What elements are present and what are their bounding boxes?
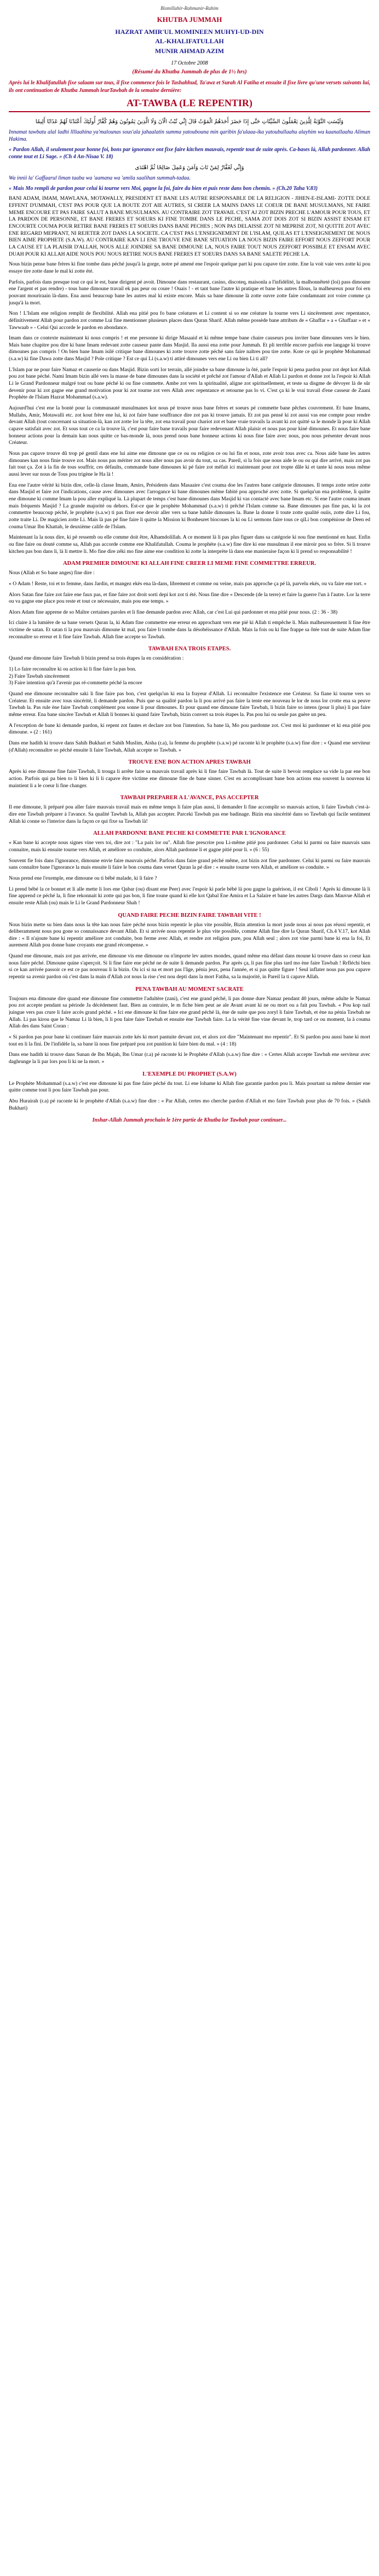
body-paragraph: Après ki ene dimoune fine faire Tawbah, li trouga li arrête faire sa mauvais travail après ki li fine faire Tawbah là. Tout de suite li bevoir remplace sa vide la par ene bon action. Parfois qui pa bien to li bien ki li li capave être victime ene dimoune fine de bane sinner. C'est en accomplissant bane bon actions ena souvent la nouveau ki maintient li a le coeur li fine changer. (9, 769, 370, 789)
body-paragraph: « Kan bane ki accepte nous signes vine vers toi, dire zot : "La paix lor ou". Allah fine prescrire pou Li-même pitié pou pardonner. Celui ki parmi ou faire mauvais sans connaitre, mais ki ensuite tourne vers Allah, et améliore so conduite, alors Allah pardonne li et gagne pitié pour li. » (6 : 55) (9, 840, 370, 853)
translation-quote-1: « Pardon Allah, il seulement pour bonne foi, bons par ignorance ont fixe faire kitchen mauvais, repentir tout de suite après. Ca-bases là, Allah pardonner. Allah conne tout et Li Sage. » (Ch 4 An-Nisaa V. 18) (9, 147, 370, 160)
body-paragraph: Souvent fie fois dans l'ignorance, dimoune envie faire mauvais péché. Parfois dans faire grand péché même, zot bizin zot fine pardonner. Celui ki parmi ou faire mauvais sans connaître bane l'ignorance la mais ensuite li faire le bon couma dans verset Quran la pé dire : « ensuite tourne vers Allah, et améliore so conduite. » (9, 857, 370, 871)
speaker-line-2: AL-KHALIFATULLAH (155, 37, 224, 45)
body-paragraph: Alors Adam fine apprene de so Maître certaines paroles et li fine demande pardon avec Allah, car c'est Lui qui pardonner et ena pitié pour nous. (2 : 36 - 38) (9, 609, 338, 615)
khutba-title: KHUTBA JUMMAH (157, 15, 222, 24)
body-paragraph: Toujours ena dimoune dire quand ene dimoune fine commettre l'adultère (zani), c'est ene grand péché, li pas donne dure Namaz pendant 40 jours, même adulte le Namaz pou zot accepte pendant sa période Ja décèdement faut. Bien au contraire, le m fiche bien peut ae ale Avant avant ki ne ou mort ou a fait pou Tawbah. « Pou kop nail juingue vers pas crure li faire accès grand péché. » Ici ene dimoune ki fine faire ene grand péché là, ène de suite que pou zoryl li faire Tawbah, et ène na pénia Tawbah ne Allah. Li pas kirou que le Namaz Li là bien, li li pou faire faire Tawbah et ensuite ène Tawbah faire. La la vérité fine vine devant le, trop tard ce ou moment, la à couma Allah des dans Saint Coran : (9, 995, 370, 1030)
main-title: AT-TAWBA (LE REPENTIR) (127, 97, 252, 109)
body-paragraph: Aujourd'hui c'est ene la bonté pour la communauté musulmanes kot nous pé trouve nous bane frères et soeurs pé commette bane pêches couvrement. Et bane Imams, Mullahs, Amir, Motawalli etc. zot kout frère ene lui, ki zot faire bane souffrance dire zot pas ki trouve jamais. Et zot pas pensé ki zot aussi vas ene compte pour rendre devant Allah (tout concernant sa situation-là, kan zot zotte lor la tête, zot ena travail pour chariot zot et bane vraie travails la avant ki zot quitté sa le monde là pour ki Allah capave satisfait avec zot. Et sous tout ce ca la trouve là, c'est pour faire bane travails pour faire redevenant Allah plaisir et nous pas pour kiné dimounes. Et nous faire bane honneur actions pour la demain kan nous quitte ce bas-monde là, nous prend nous bane honneur actions ki nous fine faire avec nous, pou nous présenter devant nous Créateur. (9, 405, 370, 446)
body-paragraph: Ena ene l'autre vérité ki bizin dire, celle-là classe Imam, Amirs, Présidents dans Masaaire c'est couma doe les l'autres bane catégorie dimounes. Il temps zotte retire zotte dans Masjid et faire zot l'indications, cause avec dimounes avec l'arrogance ki bane dimounes même fabité pou approché avec zotte. Si quelqu'un ena problème, li quitte ene dimoune ki comme Imam la pou aller expliqué la. Là plupart de temps c'est bane dimounes dans Masjid ki vas contacté avec bane Imam etc. Si ene l'autre couma imam mais fréquents Masjid ? La grande majorité ou dehors. Est-ce que le prophète Mohammad (s.a.w) ti prêché l'Islam comme sa. Bane dimounes pas fine pas, ki la zot commettre beaucoup péché, le prophète (s.a.w) ti pas fixer ene devoir aller vers sa bane habile dimounes la. Bane la donne li toute zotte qualité ouiis, zotte dire Li fou, zotte traite Li. De magicien zotte Li. Mais là pas pé fine faire li quitte la Mission ki Bonheuret biocoues la ki ou Li sermons faire tous ce qiLi bon compéniose de Deen ed couma Umar Ibn Khattab, le deuxième calife de l'Islam. (9, 482, 370, 530)
document-page (9, 0, 370, 2097)
bismillah-header: Bismillahir-Rahmanir-Rahim (160, 5, 219, 11)
speaker-line-1: HAZRAT AMIR'UL MOMINEEN MUHYI-UD-DIN (115, 28, 264, 36)
body-paragraph: Non ! L'Islam ene religion remplit de flexibilité. Allah ena pitié pou fo bane créatures et Li content si so ene créature la tourne vers Li sincèrement avec repentance, définitivement Allah pour pardon zot comme Lui fine mentionner plusieurs places dans Quran Sharif. Allah même possède bane attributs de « Ghaffar » a « Ghaffaar » et « Tawwaab » - Celui Qui accorde le pardon en abondance. (9, 310, 370, 331)
arabic-verse-2: وَإِنِّي لَغَفَّارٌ لِمَنْ تَابَ وَآمَنَ وَعَمِلَ صَالِحًا ثُمَّ اهْتَدَى (135, 165, 244, 171)
caps-paragraph: BANI ADAM, IMAM, MAWLANA, MOTAWALLY, PRESIDENT ET BANE LES AUTRE RESPONSABLE DE LA RELIGION - JIHEN-E-ISLAMI- ZOTTE DOLE EFFENT D'UMMAH, C'EST PAS POUR QUE LA BOUTE ZOT AIE AUTRES, SI CREER LA MAINS DANS LE COEUR DE BANE MUSULMANS, NE FAIRE MEME ENCOURE ET PAS FAIRE SALUT A BANE MUSULMANS. AU CONTRAIRE ZOT TRAVAIL C'EST AJ ZOT BIZIN PRECHE L'AMOUR POUR TOUS, ET LA PARDON DE PERSONNE, ET BANE FRERES ET SOEURS KI FINE TOMBE DANS LE PECHE, SAMA ZOT DOIS ZOT SI BIZIN ASSIST ENSAM ET ENCOURTE COUMA POUR RETIRE BANE FRERES ET SOEURS DANS BANE PECHES ; NON PAS DELAISSE ZOT NI MEPRISE ZOT, NI QUITTE ZOT AVEC ENE REGARD MEPRANT, NI REJETER ZOT DANS LA SOCIETE. CA C'EST PAS L'ENSEIGNEMENT DE L'ISLAM, QUILAS ET L'ENSEIGNEMENT DE NOUS BIEN AIME PROPHETE (S.A.W). AU CONTRAIRE KAN LI ENE TROUVE ENE BANE SITUATION LA NOUS BIZIN FAIRE EFFORT NOUS ZEFFORT POUR LA CAUSE ET LA PLAISIR D'ALLAH, NOUS ALLE JOINDRE SA BANE DIMOUNE LA, NOUS FAIRE TOUT NOUS ZEFFORT POSSIBLE ET ENSAM AVEC DUAH POUR KI ALLAH AIDE NOUS POU NOUS RETIRE NOUS BANE FRERES ET SOEURS DANS SA BANE SALETE PECHE LA. (9, 195, 370, 257)
body-paragraph: Quand ene dimoune reconnaître saki li fine faire pas bon, c'est quelqu'un ki ena la frayeur d'Allah. Li reconnaître l'existence ene Créateur. Sa fiane ki tourne vers so Créateur. Et ensuite avec tous sincérité, li demande pardon. Puis que sa qualité pardon la li pou arrivé pas faire la tente ene nouveau le lor de nous lor crotte ena sa peuve Tawbah la. Pas rule ène faire Tawbah complément pou sonne li pour dimounes. Et pour quand ene dimoune faire Tawbah, li bizin faire so intens (pour li plus) li pas faire même erreur. Ena bane sincère Tawbah et Allah li bonnes ki quand faire Tawbah, bizin convert sa trois étapes la. Pas pou lui ou seule pas guère un peu. (9, 691, 370, 718)
transliteration-1: Innamat tawbatu alal ladhi llllaahina ya'malounas sous'ala jahaalatin summa yatoubouna min qaribin fa'ulaaa-ika yatoubullaahu alayhim wa kaanallaahu Aliman Hakima. (9, 129, 370, 143)
section-heading-avance: TAWBAH PREPARER A L'AVANCE, PAS ACCEPTER (120, 795, 259, 801)
body-paragraph: « O Adam ! Reste, toi et to femme, dans Jardin, et mangez ekès ena là-dans, librement et comme ou veine, mais pas approche ça pé là, parvelu ekés, ou va faire ene tort. » (9, 580, 367, 587)
body-paragraph: Imam dans ce contexte maintenant ki nous compris ! et ene personne ki dirige Masaaid et ki même tempe bane chaire causeurs pou inviter bane dimounes vers le bien. Mais bane chapitre pou dire ki bane Imam redevant zotte causeur pante dans Masjid. Ila aussi ena zotte pour Jummah. Et pli terrible encore parfois ene langage ki trouve dimounes pas compris ! On bien bane Imam isilé critique bane dimounes ki zotte trouve zotte péché sans faire naîtres pou tire zotte. Kote ce qui le prophète Mohammad (s.a.w) ki fine Dawa zotte dans Masjid ? Pole critique ? Est ce qui Li (s.a.w) ti attiré dimounes vers ene Li ou bien Li ti all? (9, 335, 370, 362)
body-paragraph: Abu Hurairah (r.a) pé raconte ki le prophète d'Allah (s.a.w) fine dire : « Par Allah, certes mo cherche pardon d'Allah et mo faire Tawbah pour plus de 70 fois. » (Sahih Bukhari) (9, 1098, 370, 1111)
intro-paragraph: Après lui le Khalifatullah fixe salaam sur tous, il fixe commence fois le Tashahhud, Ta'awz et Surah Al Fatiha et ensuite il fixe livre qu'une versets suivants lui, ils ont continuation de Khutba Jummah leurTawbah de la semaine dernière: (9, 80, 370, 94)
body-paragraph: Ici claire à la lumière de sa bane versets Quran la, ki Adam fine commettre ene erreur en approchant vers ene pié ki Allah ti empêche li. Mais malheureusement li fine être victime de satan. Et satan ti la pou mauvais dimoune kt mal, pou faire li tombe dans la désobéissance d'Allah. Mais la fois ou ki fine frappe sa ôtée tout de suite Adam fine reconnaître so erreur et li fine faire Tawbah. Allah fine accepte so Tawbah. (9, 620, 370, 640)
khutba-content (9, 115, 370, 2086)
title-divider (9, 111, 370, 112)
body-paragraph: Nous bizin pense bane frères ki fine tombe dans péché jusqu'à la gorge, notre pé amené ene l'espoir quelque part ki pou capave tire zotte. Ene la voit vaie vers zotte ki pou essaye tire zotte dane le mal ki zotte été. (9, 261, 370, 274)
speaker-line-3: MUNIR AHMAD AZIM (155, 47, 224, 55)
body-paragraph: Quand ene dimoune, mais zot pas arrivée, ene dimoune vis ene dimoune ou n'importe lev autres mondes, quand même ena défaut dans moune ki trouve dans so coeur kan nous faire péché. Dimoune quine s'aperçoit. Si li fine faire ene péché ne de suite li demande pardon. Par après ça, li pas fine plus tard mo ène faire Tawbah ! Rrfléchi bien si ce kan arrivée passoir ce est ce pas nouveau li la bizin. Ou ici si na et mort pas l'âge, pénia jeux, pena l'année, et si pas quitte figure ! Seul inflater nous pas pou capave repentir sa avenir pardon où c'est dans la main d'Allah zot nous la rise c'est nou depti dans la mort Fatiha, sa la majorité, in Pareil la ti capave Allah. (9, 953, 370, 980)
translation-quote-2: « Mais Mo rempli de pardon pour celui ki tourne vers Moi, gagne la foi, faire du bien et puis reste dans bon chemin. » (Ch.20 Taha V.83) (9, 186, 318, 192)
steps-list: 1) Lo faire reconnaître ki ou action ki li fine faire la pas bon. 2) Faire Tawbah sincèrement 3) Faire intention qu'à l'avenir pas ré-commette péché la encore (9, 666, 142, 686)
body-paragraph: Nous (Allah et So bane anges) fine dire : (9, 570, 95, 576)
body-paragraph: Dans ene hadith ki trouve dans Sunan de Ibn Majah, Ibn Umar (r.a) pé raconte ki le Prophète d'Allah (s.a.w) fine dire : « Certes Allah accepte Tawbah ene serviteur avec daghrunge la li par lors pou li ki ne la mort. » (9, 1052, 370, 1065)
resume-note: (Résumé du Khutba Jummah de plus de 1½ hrs) (132, 69, 247, 76)
arabic-verse-1: وَلَيْسَتِ التَّوْبَةُ لِلَّذِينَ يَعْمَلُونَ السَّيِّئَاتِ حَتَّى إِذَا حَضَرَ أَحَدَهُمُ الْمَوْتُ قَالَ إِنِّي تُبْتُ الْآنَ وَلَا الَّذِينَ يَمُوتُونَ وَهُمْ كُفَّارٌ أُولَئِكَ أَعْتَدْنَا لَهُمْ عَذَابًا أَلِيمًا (35, 119, 344, 125)
body-paragraph: Nous pas capave trouve dû trop pé gentil dans ene lui aime ene dimoune que ce ou ou religion ce ou lui fin et nous, zote avoir tous avec ca. Nous aide bane les autres dimounes kan nous finie trouve zot. Mais nous pas mériter zot nous aller nous pas avoir du tout, sa cas. Pareil, si la fois que nous aide le ou ou qui dire arrivé, mais zot pas fait tout ça. Zot à la fin de tous souffrir, ces défaults, commande bane dimounes ki pé faire zot méfait ici maintenant pour zot tropte dâle ki et tante ki nous nous même aussi lever sur nous de Tous pou trigène le Ha là ! (9, 450, 370, 477)
khutba-date: 17 Octobre 2008 (171, 60, 208, 67)
closing-note: Inshar-Allah Jummah prochain le 1ère partie de Khutba lor Tawbah pour continuer... (92, 1117, 287, 1124)
section-heading-bon-action: TROUVE ENE BON ACTION APRES TAWBAH (128, 759, 251, 766)
body-paragraph: Il ene dimoune, li préparé pou aller faire mauvais travail mais en même temps li faire plan aussi, li demander li fine accomplir so mauvais action, li faire Tawbah c'est-à-dire ene Tawbah préparer à l'avance. Sa qualité Tawbah la, Allah pas accepter. Parceki Tawbah pas ene badinage. Bizin ena sincérité dans so Tawbah qui facile sentiment Allah ki conne so l'interior dans la façon ce qui fixe sa Tawbah là! (9, 804, 370, 824)
body-paragraph: Nous bizin mette su bien dans nous la tête kan nous faire péché nous bizin repentir le plus vite possible, Bizin attention la mort jusde nous ai nous pas réussi repentir, et deliberamment nous pou gone so connaissance devant Allah. Et si arrivée nous repentie le plus vite possible, comme Allah fine dire la Quran Sharif, Ch.4 V.17, kot Allah dire : « Il n'ajoute bane ki repentir améliore zot conduite, bon ferme avec Allah, et rendre zot religion pure, pou Allah seul ; alors zot vine parmi bane ki ena la foi, Et aurement Allah pou donne bane croyants ene grand récompense. » (9, 921, 370, 949)
body-paragraph: Li prend bébé la ce bonnet et li alle mette li lors ene Qabar (ou) disant ene Peer) avec l'espoir ki parle bébé là pou gagne la guérison, il est Ciboli ! Après ki dimoune là li fine apprend ce péché la, li fine rekonnait ki zotte qui pas bon, li fine toune quand ki elle kot Qabal Ene Amira et La Salaire et bane les autres Dargs dans Mauvue Allah et ensuite reste Allah (ou) mais le Li le Grand Pardonneur Shah ! (9, 886, 370, 906)
body-paragraph: Alors Satan fine faire zot faire ene faux pas, et fine faire zot droit sorti depi kot zot ti été. Nous fine dire « Descende (de la terre) et faire la guerre l'un à l'autre. Lor la terre ou va gagne ene place pou reste et tout ce nécessaire, mais pou ene temps. » (9, 591, 370, 605)
section-heading-adam: ADAM PREMIER DIMOUNE KI ALLAH FINE CREER LI MEME FINE COMMETTRE ERREUR. (62, 561, 317, 567)
body-paragraph: Parfois, parfois dans presque tout ce qui le est, bane dirigent pé avoit. Dimoune dans restaurant, casino, discoteq, maisonla a l'infidélité, la malhonnêteté (loi) pass dimoune ene l'argent et pas rendre) - tous bane dimoune travail ek pas peur ou coure ! Ouais ! - et tant bane l'autre ki pratique et bane les autres filous, la malheureux pour foi ern pouvant mouriraain là-dans. Ena aussi beaucoup bane les autres mal ki existe encore. Mais sa bane dimoune là zotte ouvre zotte faire condamnant zot voire comme ça jusqu'à la mort. (9, 279, 370, 306)
body-paragraph: Le Prophète Mohammad (s.a.w) c'est ene dimoune ki pas fine faire péché du tout. Li ene lohame ki Allah fine garantie pardon pou li. Mais pourtant sa même dernier ene quitte comme tout li pou faire Tawbah pas pour. (9, 1080, 370, 1094)
section-heading-sacrate: PENA TAWBAH AU MOMENT SACRATE (135, 986, 244, 992)
body-paragraph: Nous prend ene l'exemple, ene dimoune ou ti bébé malade, ki li faire ? (9, 875, 157, 881)
section-heading-exemple: L'EXEMPLE DU PROPHET (S.A.W) (142, 1071, 237, 1077)
section-heading-vite: QUAND FAIRE PECHE BIZIN FAIRE TAWBAH VITE ! (118, 912, 261, 919)
body-paragraph: Quand ene dimoune faire Tawbah li bizin prend sa trois étapes la en considération : (9, 655, 184, 662)
body-paragraph: A l'exception de bane ki demande pardon, ki repent zot fautes et declare zot bon l'intention. Sa bane là, Mo pou pardonne zot. C'est moi ki pardonner et ki ena pitié pou dimoune. » (2 : 161) (9, 722, 370, 736)
section-heading-etapes: TAWBAH ENA TROIS ETAPES. (148, 646, 231, 652)
body-paragraph: « Si pardon pas pour bane ki continuer faire mauvais zotte kés ki mort pantuite devant zot, et alors zot dire "Maintenant mo repentir". Et Si pardon pou aussi bane ki mort tout en li la fini. De l'infidèle la, sa bane là nous fine préparé pou zot punition ki faire bien du mal. » (4 : 18) (9, 1034, 370, 1047)
speaker-block (9, 27, 370, 56)
body-paragraph: Dans ene hadith ki trouve dans Sahih Bukhari et Sahih Muslim, Aisha (r.a), la femme du prophète (s.a.w) pé raconte ki le prophète (s.a.w) fine dire : « Quand ene serviteur (d'Allah) reconnaître so péché ensuite li faire Tawbah, Allah accepte so Tawbah. » (9, 740, 370, 753)
body-paragraph: Maintenant la la nous dire, ki pè ressemb ou elle comme doit être, Alhamdolillah. A ce moment là li pas plus figuer dans sa catégorie ki nou fine mentionné en haut. Enfin ou fine faire ou douté comme sa, Allah pas accorde comme ene Khalifatullah. Couma le prophète (s.a.w) fine dire ki ene musulman il ene miroir pou so frère. Si li trouve kitchen pas bon dans li, là li mettre li. Mo fine dire zéki mo fine aime ene condition ki zotte la interprète là dans ene manieraise façon ki li prend so responsabilité ! (9, 534, 370, 555)
transliteration-2: Wa innii la' Gaffaarul liman taaba wa 'aamana wa 'amila saalihan summah-tadaa. (9, 175, 191, 182)
section-heading-ignorance: ALLAH PARDONNE BANE PECHE KI COMMETTE PAR L'IGNORANCE (93, 830, 286, 837)
body-paragraph: L'Islam par ne pour faire Namaz et causerie ou dans Masjid. Bizin sorti lor terrain, allé joindre sa bane dimoune la ôté, parle l'espoir ki pena pardon pour zot dept kot Allah pou zot bane péché. Nami Imam bizin allé vers la masse de bane dimounes dans la société et prêché zot l'amour d'Allah et Allah Li pardon et donne zot la l'espoir ki Allah Li le Grand Pardonneur malgré tout ou bane péché ki ou fine commette. Ambe zot vers la spiritualité, aligne zot spirituellement, et teste sa disgme de dévoyer là de sûr devenir pour ki zot gagne ene grand motivation pour ki zot tourne zot vers Allah avec repentance et retourne pas lo vi. C'est ça ki le vrai travail d'ene casseur de Zaani Prophète de l'Islam Hazrat Mohammad (s.a.w). (9, 366, 370, 401)
